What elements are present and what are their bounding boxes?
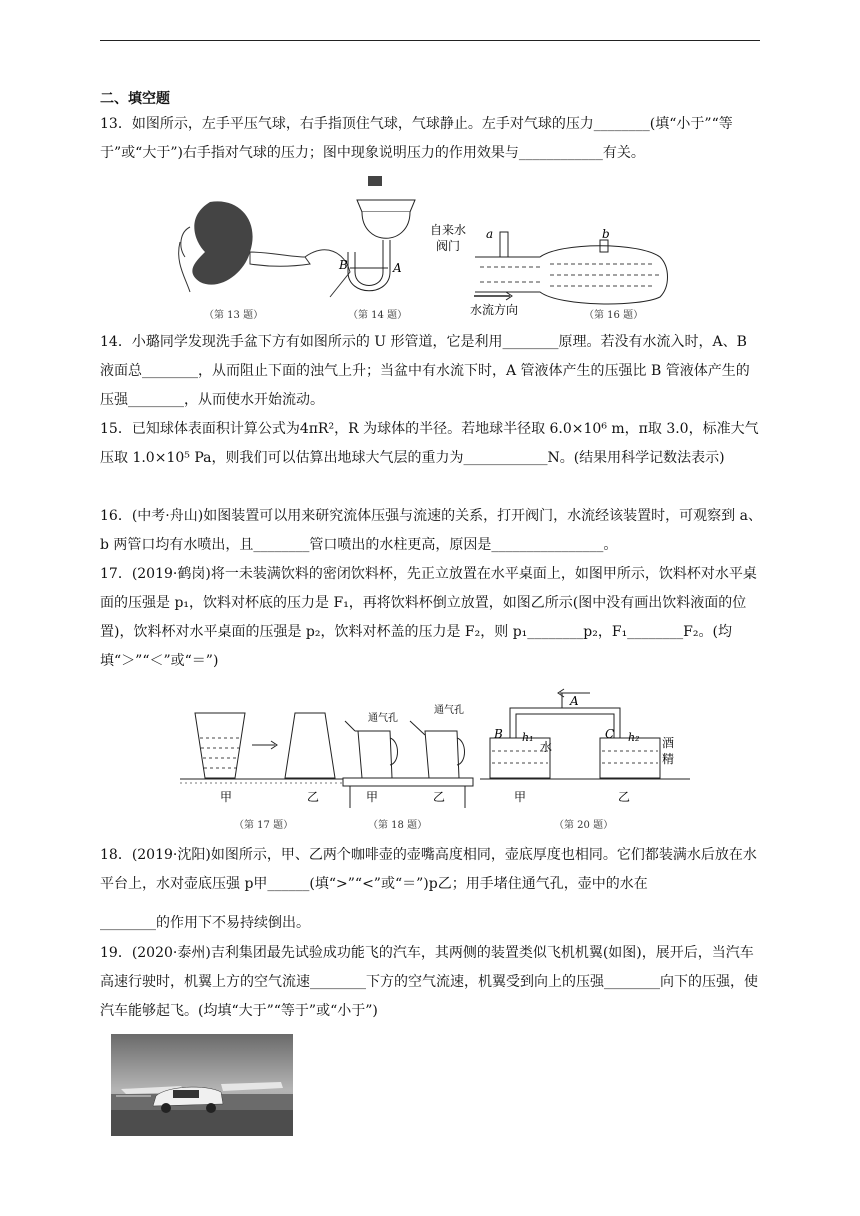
fig16-label-valve: 阀门 xyxy=(436,239,461,253)
question-13: 13．如图所示，左手平压气球，右手指顶住气球，气球静止。左手对气球的压力________(填“小于”“等于”或“大于”)右手指对气球的压力；图中现象说明压力的作用效果与____________有关。 xyxy=(100,116,733,161)
caption-fig14: （第 14 题） xyxy=(348,310,408,321)
caption-fig18: （第 18 题） xyxy=(368,820,428,831)
caption-fig17: （第 17 题） xyxy=(234,820,294,831)
fig16-label-b: b xyxy=(602,227,610,241)
question-17: 17．(2019·鹤岗)将一未装满饮料的密闭饮料杯，先正立放置在水平桌面上，如图甲所示，饮料杯对水平桌面的压强是 p₁，饮料对杯底的压力是 F₁，再将饮料杯倒立放置，如图乙所示(图中没有画出饮料液面的位置)，饮料杯对水平桌面的压强是 p₂，饮料对杯盖的压力是 F₂，则 p₁________p₂，F₁________F₂。(均填“＞”“＜”或“＝”) xyxy=(100,566,757,669)
fig20-label-jia: 甲 xyxy=(514,790,527,804)
fig18-label-vent-2: 通气孔 xyxy=(434,705,464,716)
fig20-label-alcohol-1: 酒 xyxy=(662,736,675,750)
section-title: 二、填空题 xyxy=(100,91,170,107)
flying-car-photo xyxy=(111,1034,293,1136)
fig20-label-c: C xyxy=(605,727,615,741)
fig17-label-jia: 甲 xyxy=(220,790,233,804)
fig20-label-a: A xyxy=(570,694,579,708)
flying-car-image xyxy=(111,1034,293,1136)
fig14-label-a: A xyxy=(393,261,402,275)
figure-row-2-drawing xyxy=(100,683,760,831)
siphon-illustration xyxy=(480,689,690,804)
fig20-label-h1: h₁ xyxy=(522,731,534,744)
question-15: 15．已知球体表面积计算公式为4πR²，R 为球体的半径。若地球半径取 6.0×10⁶ m，π取 3.0，标准大气压取 1.0×10⁵ Pa，则我们可以估算出地球大气层的重力为____________N。(结果用科学记数法表示) xyxy=(100,421,759,466)
caption-fig20: （第 20 题） xyxy=(554,820,614,831)
coffee-pots-illustration xyxy=(343,703,473,808)
fig20-label-water: 水 xyxy=(540,740,553,754)
fig20-label-alcohol-2: 精 xyxy=(662,752,675,766)
fig18-label-vent-1: 通气孔 xyxy=(368,713,398,724)
fig16-label-a: a xyxy=(486,227,494,241)
fig20-label-b: B xyxy=(494,727,503,741)
fig17-label-yi: 乙 xyxy=(307,790,320,804)
figure-row-2 xyxy=(100,683,760,831)
fig16-label-tap: 自来水 xyxy=(430,223,467,237)
question-18-line-2: ________的作用下不易持续倒出。 xyxy=(100,915,310,931)
fig20-label-yi: 乙 xyxy=(618,790,631,804)
caption-fig16: （第 16 题） xyxy=(584,310,644,321)
figure-row-1 xyxy=(100,172,760,322)
fig14-label-b: B xyxy=(339,258,348,272)
fig18-label-yi: 乙 xyxy=(433,790,446,804)
caption-fig13: （第 13 题） xyxy=(204,310,264,321)
flow-pipe-illustration xyxy=(430,222,668,317)
fig18-label-jia: 甲 xyxy=(366,790,379,804)
balloon-hands-illustration xyxy=(179,201,350,297)
question-14: 14．小璐同学发现洗手盆下方有如图所示的 U 形管道，它是利用________原理。若没有水流入时，A、B 液面总________，从而阻止下面的浊气上升；当盆中有水流下时，A 管液体产生的压强比 B 管液体产生的压强________，从而使水开始流动。 xyxy=(100,334,750,408)
header-rule xyxy=(100,40,760,41)
question-19: 19．(2020·泰州)吉利集团最先试验成功能飞的汽车，其两侧的装置类似飞机机翼(如图)，展开后，当汽车高速行驶时，机翼上方的空气流速________下方的空气流速，机翼受到向上的压强________向下的压强，使汽车能够起飞。(均填“大于”“等于”或“小于”) xyxy=(100,945,758,1019)
sink-u-pipe-illustration xyxy=(338,176,415,291)
question-18-line-1: 18．(2019·沈阳)如图所示，甲、乙两个咖啡壶的壶嘴高度相同，壶底厚度也相同。它们都装满水后放在水平台上，水对壶底压强 p甲______(填“>”“<”或“＝”)p乙；用手堵住通气孔，壶中的水在 xyxy=(100,847,757,892)
fig20-label-h2: h₂ xyxy=(628,731,640,744)
fig16-label-flow: 水流方向 xyxy=(470,303,519,317)
cups-illustration xyxy=(180,713,345,804)
question-16: 16．(中考·舟山)如图装置可以用来研究流体压强与流速的关系，打开阀门，水流经该装置时，可观察到 a、b 两管口均有水喷出，且________管口喷出的水柱更高，原因是________________。 xyxy=(100,508,762,553)
figure-row-1-drawing xyxy=(100,172,760,322)
